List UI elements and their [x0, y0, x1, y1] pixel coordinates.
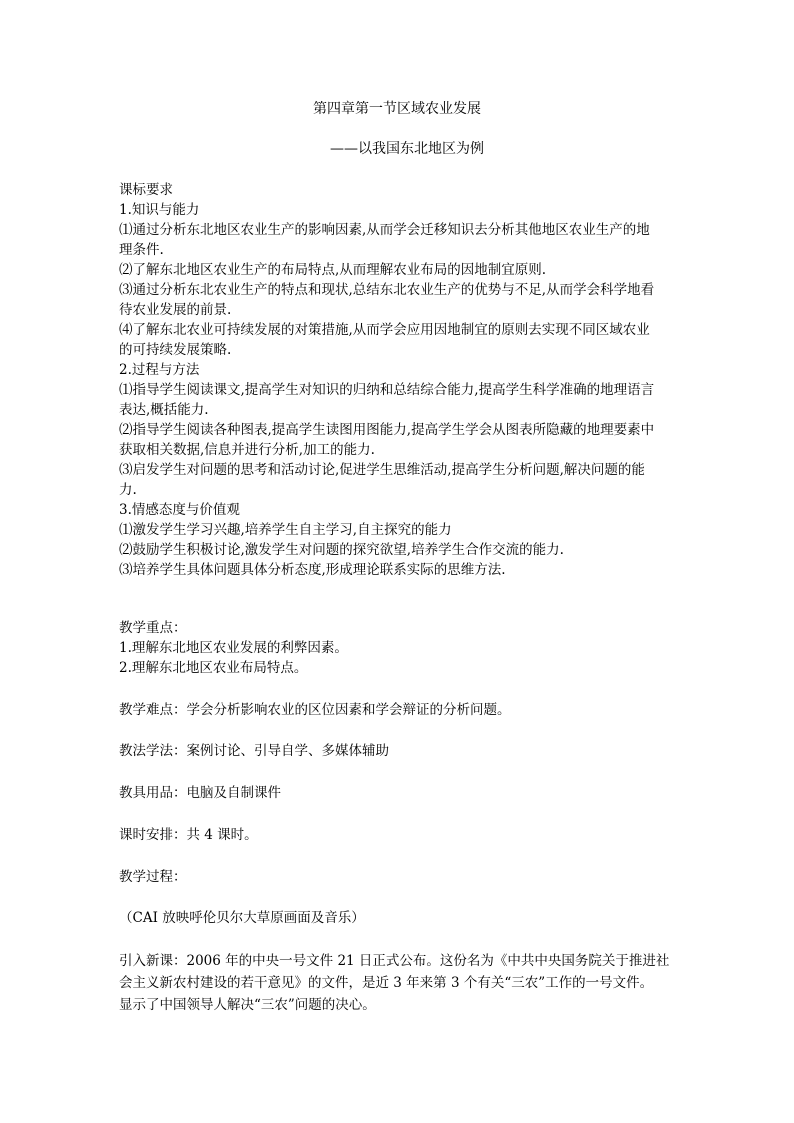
process-item-3-line-1: ⑶启发学生对问题的思考和活动讨论,促进学生思维活动,提高学生分析问题,解决问题的能	[119, 462, 645, 478]
methods-line: 教法学法：案例讨论、引导自学、多媒体辅助	[119, 743, 389, 759]
tools-line: 教具用品：电脑及自制课件	[119, 785, 281, 801]
emotion-item-1: ⑴激发学生学习兴趣,培养学生自主学习,自主探究的能力	[119, 522, 452, 538]
key-points-section	[119, 618, 679, 678]
emotion-item-2: ⑵鼓励学生积极讨论,激发学生对问题的探究欲望,培养学生合作交流的能力.	[119, 542, 564, 558]
intro-paragraph	[119, 950, 689, 1016]
process-item-2-line-1: ⑵指导学生阅读各种图表,提高学生读图用图能力,提高学生学会从图表所隐藏的地理要素中	[119, 422, 655, 438]
curriculum-heading: 课标要求	[119, 182, 173, 198]
process-heading: 2.过程与方法	[119, 362, 200, 378]
schedule-line: 课时安排：共 4 课时。	[119, 827, 258, 843]
process-item-2-line-2: 获取相关数据,信息并进行分析,加工的能力.	[119, 442, 375, 458]
cai-note: （CAI 放映呼伦贝尔大草原画面及音乐）	[119, 910, 365, 926]
key-point-1: 1.理解东北地区农业发展的利弊因素。	[119, 640, 348, 656]
process-line: 教学过程：	[119, 869, 187, 885]
process-item-3-line-2: 力.	[119, 482, 137, 498]
curriculum-section	[119, 180, 679, 580]
knowledge-heading: 1.知识与能力	[119, 202, 200, 218]
knowledge-item-4-line-1: ⑷了解东北农业可持续发展的对策措施,从而学会应用因地制宜的原则去实现不同区域农业	[119, 322, 650, 338]
key-points-heading: 教学重点：	[119, 620, 187, 636]
key-point-2: 2.理解东北地区农业布局特点。	[119, 660, 308, 676]
knowledge-item-3-line-1: ⑶通过分析东北农业生产的特点和现状,总结东北农业生产的优势与不足,从而学会科学地看	[119, 282, 655, 298]
intro-line-3: 显示了中国领导人解决“三农”问题的决心。	[119, 997, 376, 1013]
intro-line-1: 引入新课：2006 年的中央一号文件 21 日正式公布。这份名为《中共中央国务院关于推进社	[119, 953, 670, 969]
knowledge-item-1-line-1: ⑴通过分析东北地区农业生产的影响因素,从而学会迁移知识去分析其他地区农业生产的地	[119, 222, 650, 238]
knowledge-item-3-line-2: 待农业发展的前景.	[119, 302, 232, 318]
intro-line-2: 会主义新农村建设的若干意见》的文件，是近 3 年来第 3 个有关“三农”工作的一号文件。	[119, 975, 654, 991]
process-item-1-line-2: 表达,概括能力.	[119, 402, 209, 418]
process-item-1-line-1: ⑴指导学生阅读课文,提高学生对知识的归纳和总结综合能力,提高学生科学准确的地理语言	[119, 382, 655, 398]
knowledge-item-1-line-2: 理条件.	[119, 242, 164, 258]
emotion-heading: 3.情感态度与价值观	[119, 502, 240, 518]
document-title: 第四章第一节区域农业发展	[313, 101, 481, 117]
knowledge-item-4-line-2: 的可持续发展策略.	[119, 342, 232, 358]
knowledge-item-2: ⑵了解东北地区农业生产的布局特点,从而理解农业布局的因地制宜原则.	[119, 262, 547, 278]
difficulty-line: 教学难点：学会分析影响农业的区位因素和学会辩证的分析问题。	[119, 702, 511, 718]
emotion-item-3: ⑶培养学生具体问题具体分析态度,形成理论联系实际的思维方法.	[119, 562, 506, 578]
document-subtitle: ——以我国东北地区为例	[330, 141, 484, 157]
